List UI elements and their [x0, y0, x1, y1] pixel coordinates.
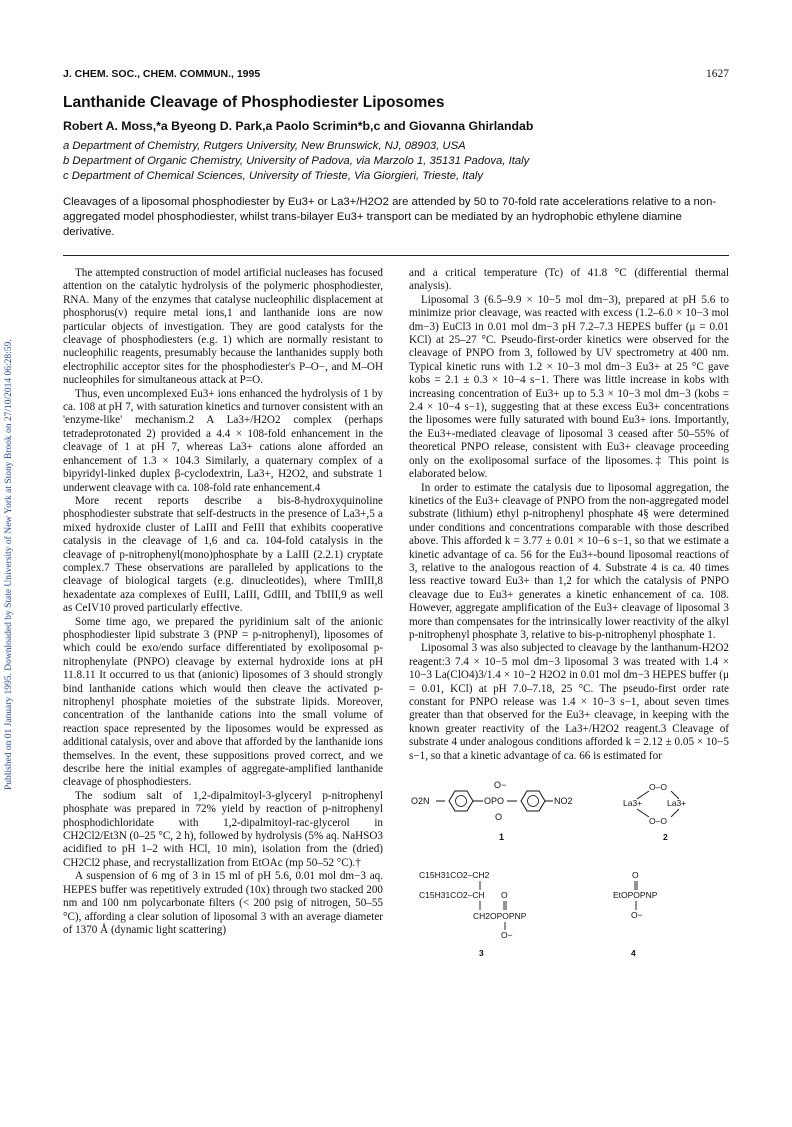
- affiliation-c: c Department of Chemical Sciences, University of Trieste, Via Giorgieri, Trieste, Italy: [63, 170, 484, 182]
- s3-line3: CH2OPOPNP: [473, 911, 527, 921]
- chemical-structures: [409, 780, 729, 1030]
- paragraph: and a critical temperature (Tc) of 41.8 °C (differential thermal analysis).: [409, 267, 729, 293]
- download-watermark: Published on 01 January 1995. Downloaded by State University of New York at Stony Brook on 27/10/2014 06:28:59.: [4, 339, 14, 791]
- s1-top: O−: [494, 780, 507, 790]
- s2-bottom: O–O: [649, 816, 667, 826]
- s3-ominus: O−: [501, 930, 513, 940]
- s2-top: O–O: [649, 782, 667, 792]
- paragraph: Thus, even uncomplexed Eu3+ ions enhanced the hydrolysis of 1 by ca. 108 at pH 7, with saturation kinetics and turnover consistent with an 'enzyme-like' mechanism.2 A La3+/H2O2 complex (perhaps tetradeprotonated 2) provided a 4.4 × 108-fold enhancement in the cleavage of 1 at pH 7, whereas La3+ cations alone afforded an enhancement of 1.3 × 104.3 Similarly, a quaternary complex of a bipyridyl-linked duplex β-cyclodextrin, La3+, H2O2, and substrate 1 underwent cleavage with ca. 108-fold rate enhancement.4: [63, 387, 383, 494]
- s2-label: 2: [663, 832, 668, 842]
- article-title: Lanthanide Cleavage of Phosphodiester Liposomes: [63, 94, 445, 111]
- s2-la-left: La3+: [623, 798, 643, 808]
- s4-o: O: [632, 870, 639, 880]
- paragraph: A suspension of 6 mg of 3 in 15 ml of pH 5.6, 0.01 mol dm−3 aq. HEPES buffer was repetitively extruded (10x) through two stacked 200 nm and 100 nm polycarbonate filters (< 200 psig of nitrogen, 50–55 °C), affording a clear solution of liposomal 3 with an average diameter of 1370 Å (dynamic light scattering): [63, 870, 383, 936]
- paragraph: The sodium salt of 1,2-dipalmitoyl-3-glyceryl p-nitrophenyl phosphate was prepared in 72% yield by reaction of p-nitrophenyl phosphodichloridate with 1,2-dipalmitoyl-rac-glycerol in CH2Cl2/Et3N (0–25 °C, 2 h), followed by hydrolysis (5% aq. NaHSO3 acidified to pH 1–2 with HCl, 10 min), isolation from the (dried) CH2Cl2 phase, and recrystallization from EtOAc (mp 50–52 °C).†: [63, 789, 383, 869]
- paragraph: The attempted construction of model artificial nucleases has focused attention on the catalytic hydrolysis of the polymeric phosphodiester, RNA. Many of the enzymes that catalyse nucleophilic displacement at phosphorus(v) require metal ions,1 and lanthanide ions are now particular objects of investigation. They are good catalysts for the cleavage of phosphodiesters (e.g. 1) which are normally resistant to nucleophilic reagents, presumably because the lanthanides supply both electrophilic acceptor sites for the phosphodiester's P–O−, and M–OH nucleophiles for simultaneous attack at P=O.: [63, 267, 383, 387]
- benzene-ring: [449, 791, 473, 811]
- s4-main: EtOPOPNP: [613, 890, 658, 900]
- abstract-divider: [63, 255, 729, 256]
- author-list: Robert A. Moss,*a Byeong D. Park,a Paolo Scrimin*b,c and Giovanna Ghirlandab: [63, 119, 534, 133]
- s3-o: O: [501, 890, 508, 900]
- running-head: [63, 68, 729, 82]
- s3-line1: C15H31CO2–CH2: [419, 870, 490, 880]
- s1-left-group: O2N: [411, 796, 430, 806]
- s3-line2: C15H31CO2–CH: [419, 890, 485, 900]
- paragraph: Some time ago, we prepared the pyridinium salt of the anionic phosphodiester lipid substrate 3 (PNP = p-nitrophenyl), liposomes of which could be exo/endo surface differentiated by exoliposomal p-nitrophenylate (PNPO) cleavage by external hydroxide ions at pH 11.8.11 It occurred to us that (anionic) liposomes of 3 should strongly bind lanthanide cations which would then cleave the activated p-nitrophenyl phosphate moieties of the substrate lipids. Moreover, concentration of the lanthanide cations into the small volume of reaction space represented by the liposomes would be expressed as additional catalysis, over and above that afforded by the lanthanide ions themselves. In the event, these suppositions proved correct, and we describe here the initial examples of aggregate-amplified lanthanide cleavage of phosphodiesters.: [63, 615, 383, 789]
- affiliation-a: a Department of Chemistry, Rutgers University, New Brunswick, NJ, 08903, USA: [63, 140, 466, 152]
- structure-2: [623, 782, 686, 842]
- structure-1: [411, 780, 573, 842]
- s2-la-right: La3+: [667, 798, 687, 808]
- s1-bottom: O: [495, 812, 503, 822]
- page-number: 1627: [706, 68, 729, 80]
- abstract: Cleavages of a liposomal phosphodiester by Eu3+ or La3+/H2O2 are attended by 50 to 70-fold rate accelerations relative to a non-aggregated model phosphodiester, whilst trans-bilayer Eu3+ transport can be mediated by an hydrophobic ethylene diamine derivative.: [63, 196, 717, 238]
- left-column: [63, 267, 383, 937]
- paragraph: In order to estimate the catalysis due to liposomal aggregation, the kinetics of the Eu3+ cleavage of PNPO from the non-aggregated model substrate (lithium) ethyl p-nitrophenyl phosphate 4§ were determined under conditions and concentrations comparable with those described above. This afforded k = 3.77 ± 0.01 × 10−6 s−1, so that we estimate a kinetic advantage of ca. 56 for the Eu3+-bound liposomal reactions of 3, relative to the analogous reaction of 4. Substrate 4 is ca. 40 times less reactive toward Eu3+ than 1,2 for which the catalysis of PNPO cleavage due to Eu3+ generates a kinetic enhancement of ca. 108. However, aggregate amplification of the Eu3+ cleavage of liposomal 3 more than compensates for the intrinsically lower reactivity of the alkyl p-nitrophenyl phosphate 3, relative to bis-p-nitrophenyl phosphate 1.: [409, 481, 729, 641]
- s4-label: 4: [631, 948, 636, 958]
- s3-label: 3: [479, 948, 484, 958]
- affiliation-b: b Department of Organic Chemistry, University of Padova, via Marzolo 1, 35131 Padova, Italy: [63, 155, 530, 167]
- paragraph: More recent reports describe a bis-8-hydroxyquinoline phosphodiester substrate that self-destructs in the presence of La3+,5 a mixed hydroxide cluster of LaIII and FeIII that exhibits cooperative catalysis in the cleavage of 1,6 and ca. 104-fold catalysis in the cleavage of p-nitrophenyl(mono)phosphate by a LaIII (2.2.1) cryptate complex.7 These observations are paralleled by applications to the cleavage of biological targets (e.g. dinucleotides), where TmIII,8 hexadentate aza complexes of EuIII, LaIII, GdIII, and TbIII,9 as well as CeIV10 proved particularly effective.: [63, 494, 383, 615]
- s1-label: 1: [499, 832, 505, 842]
- benzene-ring: [521, 791, 545, 811]
- paragraph: Liposomal 3 (6.5–9.9 × 10−5 mol dm−3), prepared at pH 5.6 to minimize prior cleavage, was reacted with excess (1.2–6.0 × 10−3 mol dm−3) EuCl3 in 0.01 mol dm−3 pH 7.2–7.3 HEPES buffer (μ = 0.01 KCl) at 25–27 °C. Pseudo-first-order kinetics were observed for the cleavage of PNPO from 3, followed by UV spectrometry at 400 nm. Typical kinetic runs with 1.2 × 10−3 mol dm−3 Eu3+ at 25 °C gave kobs = 2.1 ± 0.3 × 10−4 s−1. There was little increase in kobs with increasing concentration of Eu3+ up to 5.3 × 10−3 mol dm−3 (kobs = 2.4 × 10−4 s−1), suggesting that at these excess Eu3+ concentrations the liposomes were fully saturated with bound Eu3+ ions. Importantly, the Eu3+-mediated cleavage of liposomal 3 ceased after 50–55% of theoretical PNPO release, consistent with Eu3+ cleavage proceeding only on the exoliposomal surface of the liposomes.‡ This point is elaborated below.: [409, 293, 729, 481]
- s1-center: OPO: [484, 796, 505, 806]
- journal-name: J. CHEM. SOC., CHEM. COMMUN., 1995: [63, 68, 261, 80]
- structure-3: [419, 870, 527, 958]
- s4-ominus: O−: [631, 910, 643, 920]
- structure-4: [613, 870, 658, 958]
- s1-right-group: NO2: [554, 796, 573, 806]
- paragraph: Liposomal 3 was also subjected to cleavage by the lanthanum-H2O2 reagent:3 7.4 × 10−5 mol dm−3 liposomal 3 was treated with 1.4 × 10−3 La(ClO4)3/1.4 × 10−2 H2O2 in 0.01 mol dm−3 HEPES buffer (μ = 0.01, KCl) at pH 7.0–7.18, 25 °C. The pseudo-first order rate constant for PNPO release was 1.4 × 10−3 s−1, about seven times greater than that observed for the Eu3+ cleavage, in keeping with the known greater reactivity of the La3+/H2O2 reagent.3 Cleavage of substrate 4 under analogous conditions afforded k = 2.12 ± 0.05 × 10−5 s−1, so that a kinetic advantage of ca. 66 is estimated for: [409, 642, 729, 762]
- right-column: [409, 267, 729, 763]
